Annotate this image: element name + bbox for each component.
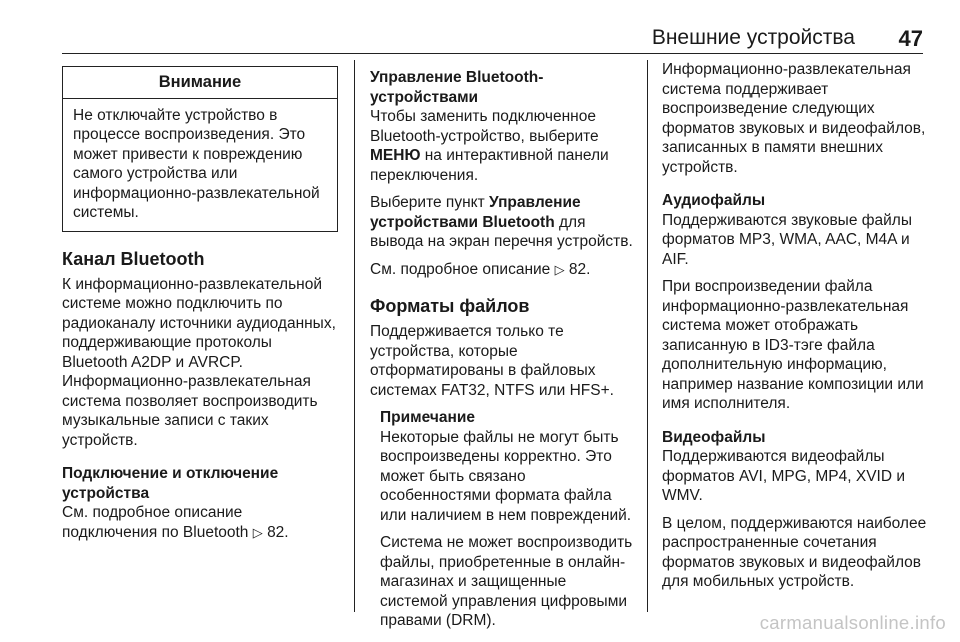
select-tail: для вывода на экран перечня устройств. — [370, 213, 633, 250]
menu-label: МЕНЮ — [370, 147, 421, 164]
select-bold: Управление устройствами Bluetooth — [370, 194, 581, 231]
column-divider-1 — [354, 60, 355, 612]
warning-text: Не отключайте устройство в процессе воспроизведения. Это может привести к повреждению самого устройства или информационно-развлекательной системы. — [73, 106, 320, 221]
column-middle — [370, 60, 635, 639]
page-title: Внешние устройства — [651, 26, 855, 49]
column-right — [662, 60, 930, 600]
column-left — [62, 60, 338, 550]
watermark: carmanualsonline.info — [759, 612, 946, 633]
heading-bluetooth: Канал Bluetooth — [62, 248, 205, 269]
page-number: 47 — [898, 26, 923, 51]
heading-formats: Форматы файлов — [370, 296, 530, 316]
manage-tail: на интерактивной панели переключения. — [370, 147, 609, 184]
paragraph-audio-2: При воспроизведении файла информационно-развлекательная система может отображать записанную в ID3-тэге файла дополнительную информацию, например название композиции или имя исполнителя. — [662, 278, 924, 412]
paragraph-intro: Информационно-развлекательная система поддерживает воспроизведение следующих форматов звуковых и видеофайлов, записанных в памяти внешних устройств. — [662, 61, 926, 176]
manage-text: Чтобы заменить подключенное Bluetooth-устройство, выберите — [370, 108, 599, 145]
header-divider — [62, 53, 923, 54]
heading-audio: Аудиофайлы — [662, 192, 766, 209]
paragraph-audio: Поддерживаются звуковые файлы форматов MP3, WMA, AAC, M4A и AIF. — [662, 211, 912, 268]
paragraph-video: Поддерживаются видеофайлы форматов AVI, MPG, MP4, XVID и WMV. — [662, 448, 906, 504]
heading-manage: Управление Bluetooth-устройствами — [370, 69, 544, 106]
see-ref[interactable]: 82. — [568, 260, 591, 278]
note-block — [370, 408, 635, 631]
paragraph-formats: Поддерживается только те устройства, которые отформатированы в файловых системах FAT32, NTFS или HFS+. — [370, 323, 614, 399]
note-paragraph-1: Некоторые файлы не могут быть воспроизведены корректно. Это может быть связано особенностями формата файла или наличием в нем повреждений. — [380, 428, 632, 524]
paragraph-see — [370, 260, 635, 280]
paragraph-connect — [62, 503, 338, 542]
note-paragraph-2: Система не может воспроизводить файлы, приобретенные в онлайн-магазинах и защищенные системой управления цифровыми правами (DRM). — [380, 534, 633, 629]
page-header — [62, 26, 923, 52]
paragraph-manage — [370, 107, 635, 185]
see-text: См. подробное описание — [370, 260, 551, 278]
select-pre: Выберите пункт — [370, 194, 485, 211]
heading-connect: Подключение и отключение устройства — [62, 465, 279, 502]
warning-title: Внимание — [63, 67, 337, 99]
connect-ref[interactable]: 82. — [267, 523, 289, 541]
paragraph-video-2: В целом, поддерживаются наиболее распространенные сочетания форматов звуковых и видеофайлов для мобильных устройств. — [662, 514, 927, 590]
column-divider-2 — [647, 60, 648, 612]
page-ref-icon[interactable]: ▷ — [252, 524, 263, 540]
paragraph-select — [370, 193, 635, 252]
paragraph-bluetooth: К информационно-развлекательной системе можно подключить по радиоканалу источники аудиоданных, поддерживающие протоколы Bluetooth A2DP и AVRCP. Информационно-развлекательная система позволяет воспроизводить музыкальные записи с таких устройств. — [62, 275, 336, 449]
note-title: Примечание — [380, 409, 475, 426]
page-ref-icon[interactable]: ▷ — [554, 261, 565, 277]
connect-text: См. подробное описание подключения по Bluetooth — [62, 504, 249, 541]
warning-box — [62, 66, 338, 232]
heading-video: Видеофайлы — [662, 428, 766, 446]
